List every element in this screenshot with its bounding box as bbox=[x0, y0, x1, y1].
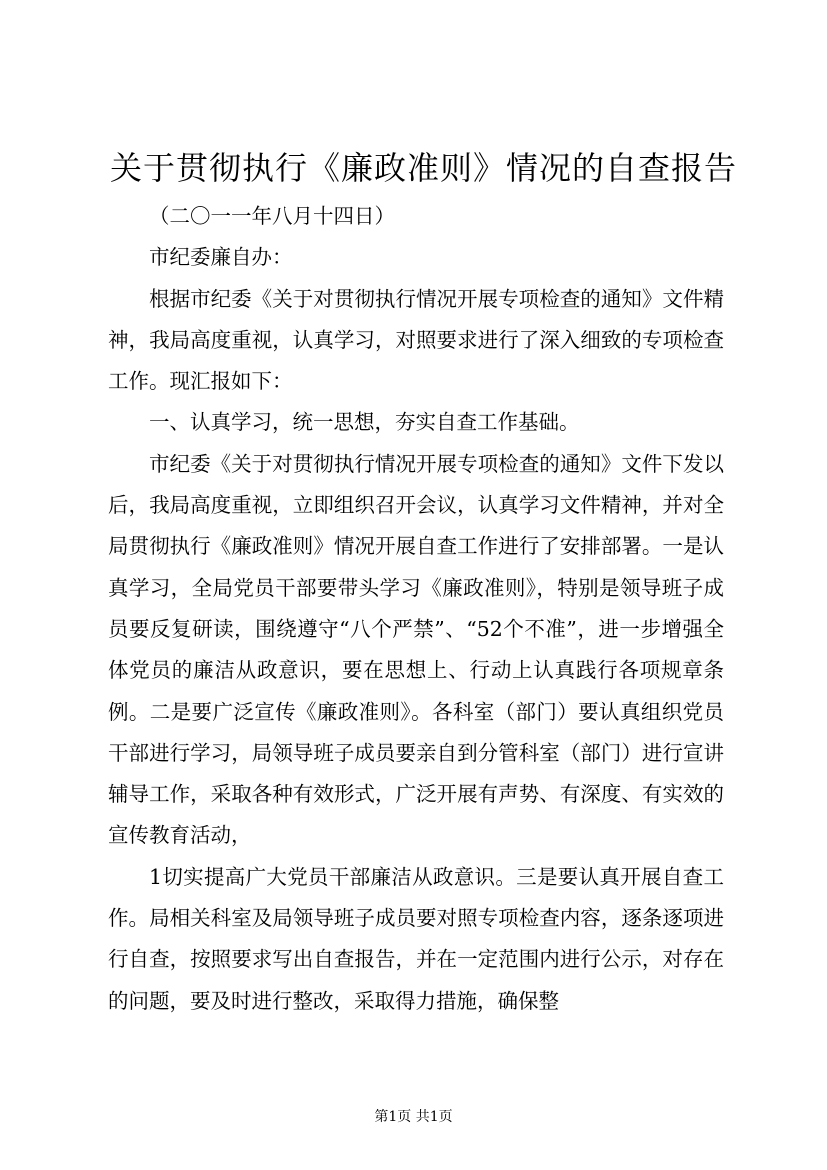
document-title: 关于贯彻执行《廉政准则》情况的自查报告 bbox=[110, 149, 738, 187]
salutation: 市纪委廉自办： bbox=[149, 245, 293, 270]
page-footer: 第1页 共1页 bbox=[374, 1109, 453, 1125]
date-line: （二〇一一年八月十四日） bbox=[149, 204, 395, 228]
section-heading: 一、认真学习，统一思想，夯实自查工作基础。 bbox=[149, 410, 580, 435]
paragraph: 根据市纪委《关于对贯彻执行情况开展专项检查的通知》文件精神，我局高度重视，认真学习，对照要求进行了深入细致的专项检查工作。现汇报如下： bbox=[108, 286, 724, 394]
paragraph: 市纪委《关于对贯彻执行情况开展专项检查的通知》文件下发以后，我局高度重视，立即组织召开会议，认真学习文件精神，并对全局贯彻执行《廉政准则》情况开展自查工作进行了安排部署。一是认真学习，全局党员干部要带头学习《廉政准则》，特别是领导班子成员要反复研读，围绕遵守“八个严禁”、“52个不准”，进一步增强全体党员的廉洁从政意识，要在思想上、行动上认真践行各项规章条例。二是要广泛宣传《廉政准则》。各科室（部门）要认真组织党员干部进行学习，局领导班子成员要亲自到分管科室（部门）进行宣讲辅导工作，采取各种有效形式，广泛开展有声势、有深度、有实效的宣传教育活动， bbox=[108, 451, 724, 848]
paragraph: 1切实提高广大党员干部廉洁从政意识。三是要认真开展自查工作。局相关科室及局领导班子成员要对照专项检查内容，逐条逐项进行自查，按照要求写出自查报告，并在一定范围内进行公示，对存在的问题，要及时进行整改，采取得力措施，确保整 bbox=[108, 864, 724, 1013]
document-body bbox=[108, 196, 724, 1022]
